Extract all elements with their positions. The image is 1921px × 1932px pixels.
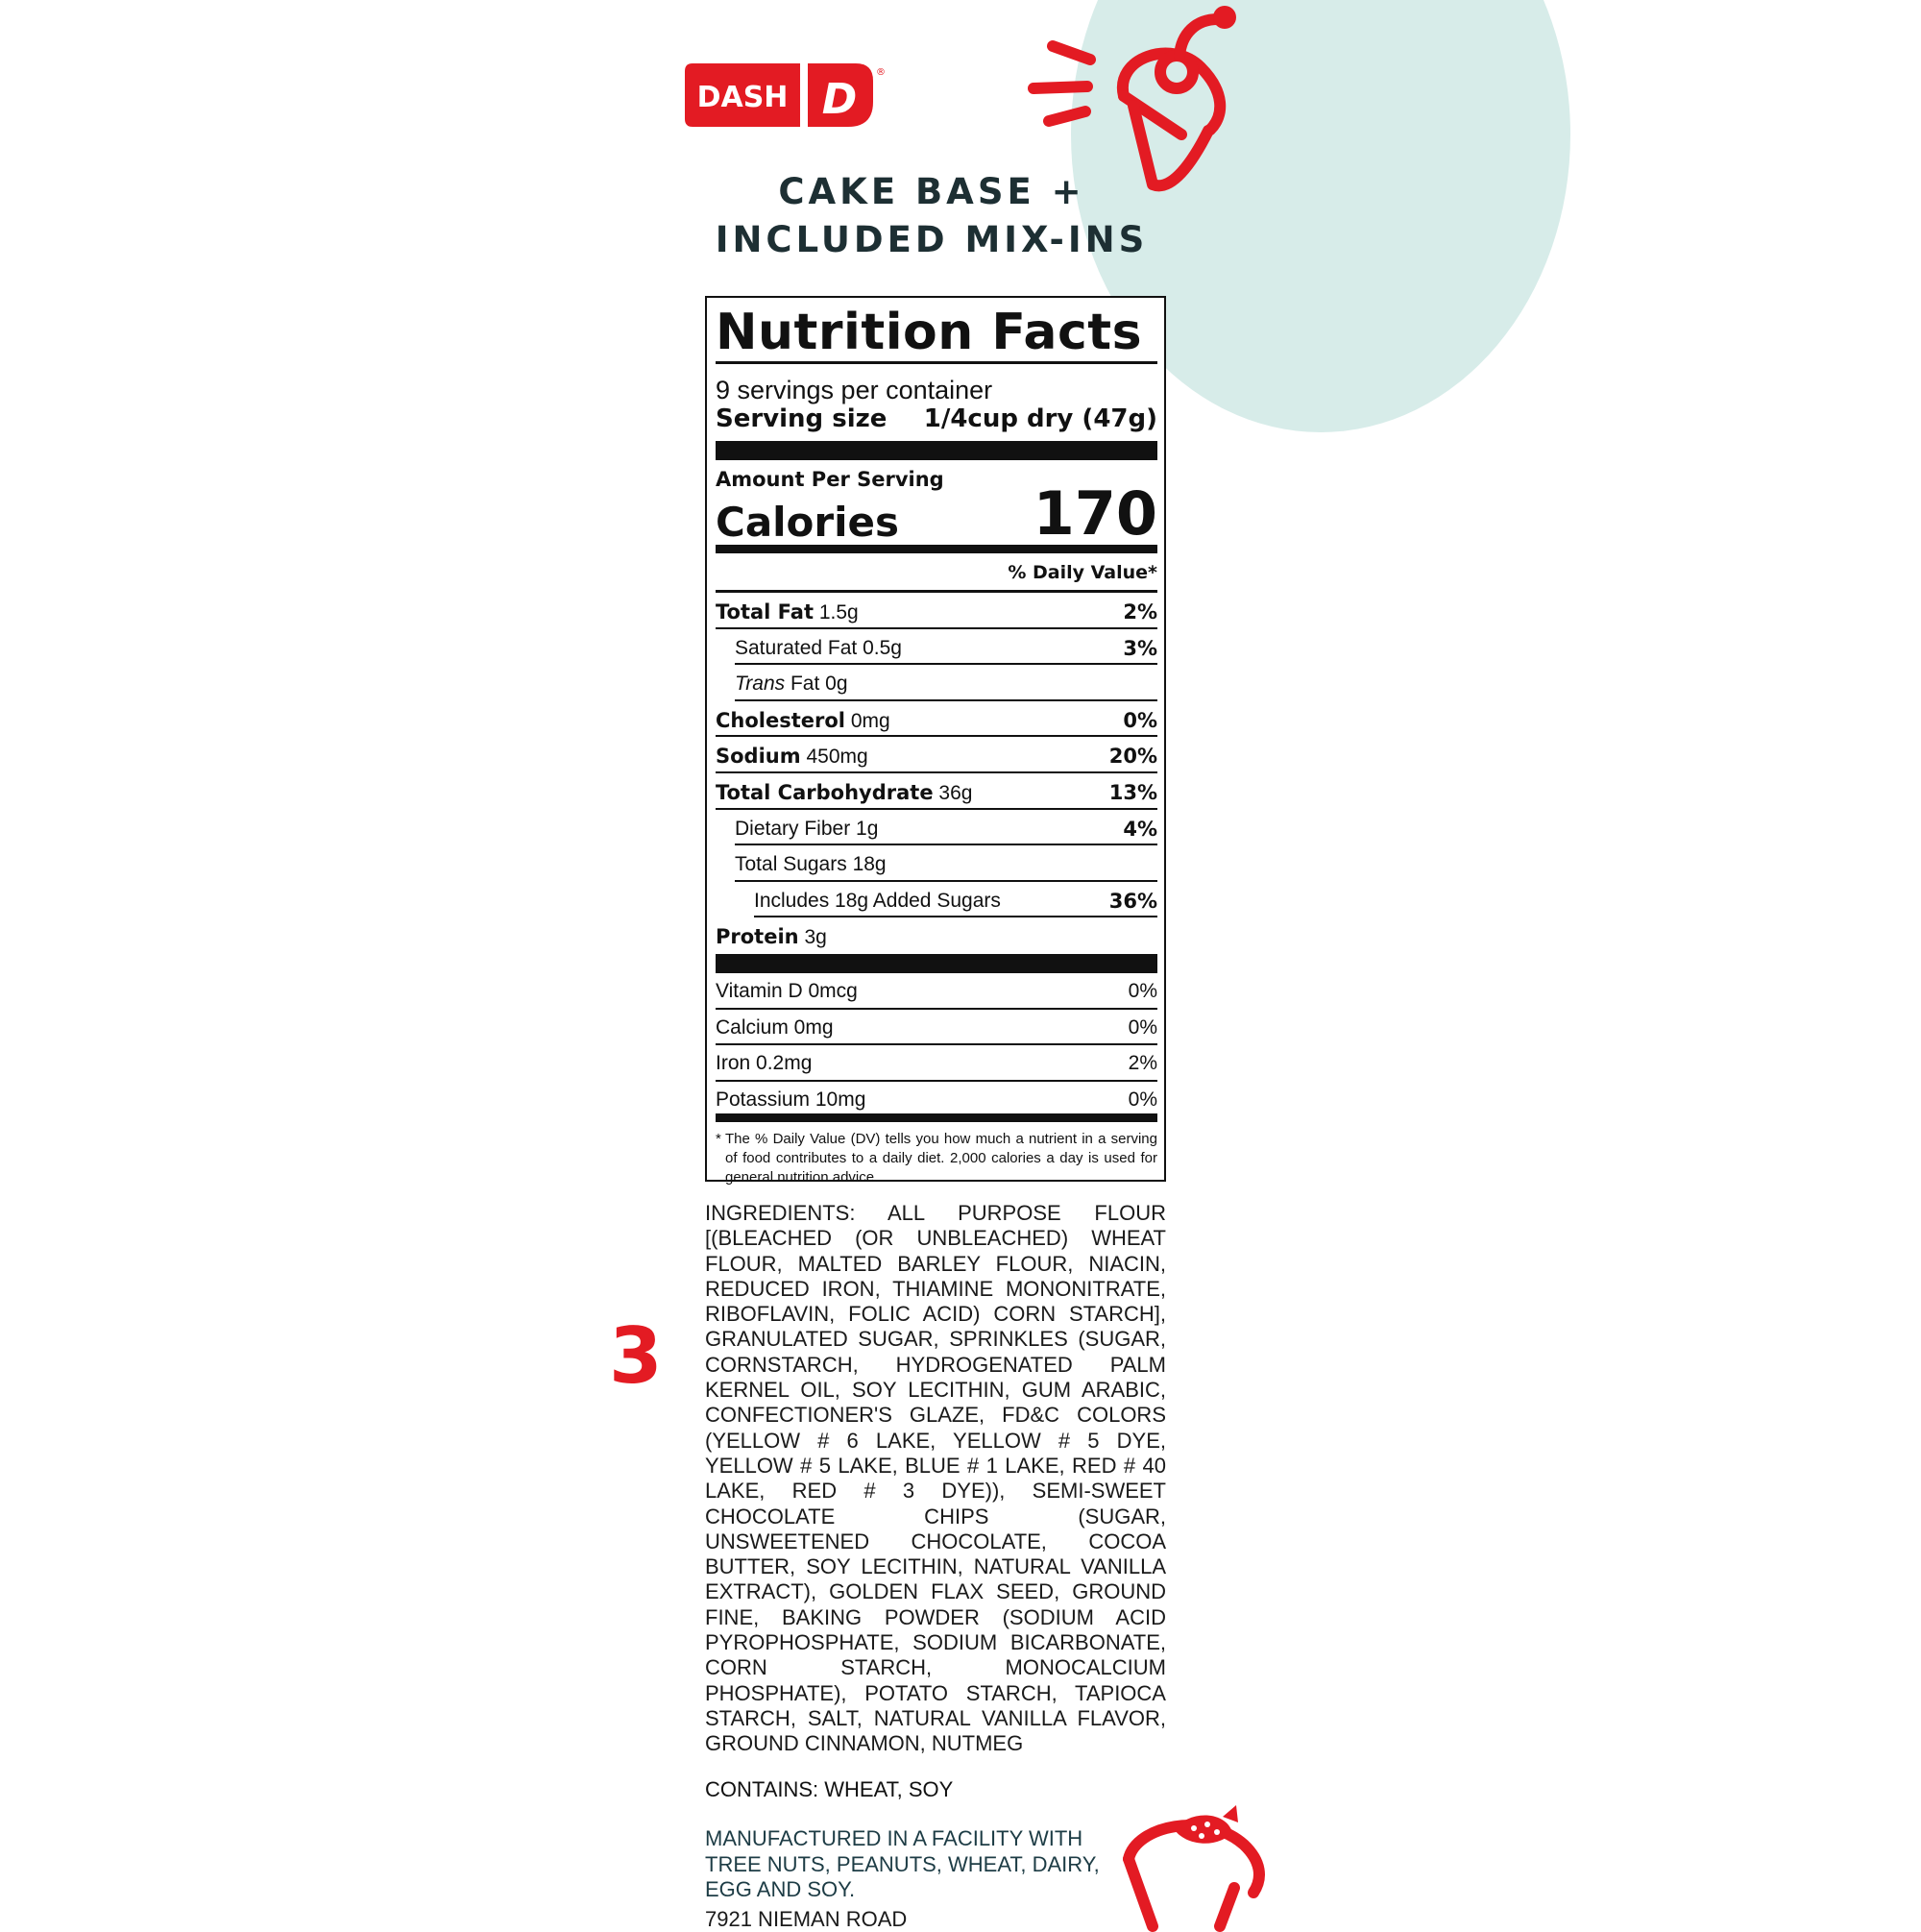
title-line-2: INCLUDED MIX-INS [715, 219, 1149, 260]
nutrition-facts-panel [705, 296, 1166, 1186]
logo-mark: D [821, 75, 858, 124]
serving-size-value: 1/4cup dry (47g) [923, 404, 1157, 433]
nutrient-row [735, 629, 1157, 666]
calories-label: Calories [716, 499, 900, 546]
nutrient-name: Sodium [716, 745, 801, 769]
ingredients-text: INGREDIENTS: ALL PURPOSE FLOUR [(BLEACHED (OR UNBLEACHED) WHEAT FLOUR, MALTED BARLEY FLOUR, NIACIN, REDUCED IRON, THIAMINE MONONITRATE, RIBOFLAVIN, FOLIC ACID) CORN STARCH], GRANULATED SUGAR, SPRINKLES (SUGAR, CORNSTARCH, HYDROGENATED PALM KERNEL OIL, SOY LECITHIN, GUM ARABIC, CONFECTIONER'S GLAZE, FD&C COLORS (YELLOW # 6 LAKE, YELLOW # 5 DYE, YELLOW # 5 LAKE, BLUE # 1 LAKE, RED # 40 LAKE, RED # 3 DYE)), SEMI-SWEET CHOCOLATE CHIPS (SUGAR, UNSWEETENED CHOCOLATE, COCOA BUTTER, SOY LECITHIN, NATURAL VANILLA EXTRACT), GOLDEN FLAX SEED, GROUND FINE, BAKING POWDER (SODIUM ACID PYROPHOSPHATE, SODIUM BICARBONATE, CORN STARCH, MONOCALCIUM PHOSPHATE), POTATO STARCH, TAPIOCA STARCH, SALT, NATURAL VANILLA FLAVOR, GROUND CINNAMON, NUTMEG [705, 1201, 1166, 1756]
nutrient-row [735, 810, 1157, 846]
nutrient-row [716, 773, 1157, 810]
logo-text: DASH [696, 81, 789, 114]
nutrient-name: Includes 18g Added Sugars [754, 889, 1001, 912]
allergen-contains: CONTAINS: WHEAT, SOY [705, 1777, 954, 1801]
vitamin-dv: 2% [1128, 1052, 1157, 1075]
nutrient-name: Dietary Fiber [735, 817, 851, 840]
nutrient-row [735, 845, 1157, 882]
nutrient-name: Fat [790, 673, 820, 696]
vitamin-dv: 0% [1128, 979, 1157, 1002]
vitamin-dv: 0% [1128, 1015, 1157, 1039]
nutrient-name: Cholesterol [716, 708, 845, 732]
nutrient-name: Total Sugars [735, 853, 847, 876]
daily-value-header: % Daily Value* [716, 553, 1157, 593]
nutrient-amount: 450mg [806, 746, 868, 769]
serving-size-row [716, 404, 1157, 433]
nutrient-row [716, 701, 1157, 738]
vitamin-row [716, 1082, 1157, 1122]
cupcake-strawberry-icon [1119, 1801, 1273, 1921]
facility-statement: MANUFACTURED IN A FACILITY WITH TREE NUTS, PEANUTS, WHEAT, DAIRY, EGG AND SOY. [705, 1826, 1100, 1901]
nutrient-name: Total Carbohydrate [716, 780, 934, 804]
nutrient-row [735, 665, 1157, 701]
nutrient-name: Total Fat [716, 600, 815, 624]
vitamin-row [716, 973, 1157, 1010]
nutrient-row [716, 917, 1157, 954]
nutrient-dv: 0% [1123, 708, 1157, 732]
dash-logo [685, 63, 887, 131]
manufacturer-address: 7921 NIEMAN ROAD [705, 1907, 908, 1931]
nutrient-name: Saturated Fat [735, 636, 858, 659]
thick-divider [716, 441, 1157, 460]
nutrient-amount: 0mg [850, 709, 890, 732]
thick-divider [716, 954, 1157, 973]
nutrient-amount: 1g [856, 817, 879, 840]
vitamin-row [716, 1010, 1157, 1046]
nutrient-dv: 2% [1123, 600, 1157, 624]
vitamin-label: Vitamin D 0mcg [716, 979, 858, 1002]
vitamin-row [716, 1045, 1157, 1082]
nutrient-name-italic: Trans [735, 673, 786, 696]
nutrient-dv: 20% [1108, 745, 1157, 769]
product-title [672, 168, 1191, 264]
calories-value: 170 [1033, 478, 1157, 549]
nutrient-dv: 3% [1123, 636, 1157, 660]
nutrient-row [754, 882, 1157, 918]
nutrient-amount: 0.5g [863, 636, 902, 659]
nutrient-row [716, 737, 1157, 773]
vitamin-label: Iron 0.2mg [716, 1052, 813, 1075]
daily-value-footnote [716, 1130, 1157, 1187]
registered-mark: ® [876, 67, 886, 78]
amount-per-serving: Amount Per Serving [716, 468, 944, 491]
footnote-star: * [716, 1130, 721, 1147]
nutrient-row [716, 593, 1157, 629]
nutrient-dv: 13% [1108, 780, 1157, 804]
side-fragment: 3 [609, 1311, 663, 1401]
nutrient-amount: 1.5g [818, 601, 859, 624]
nutrient-amount: 18g [852, 853, 887, 876]
nutrient-dv: 4% [1123, 817, 1157, 841]
vitamin-dv: 0% [1128, 1088, 1157, 1111]
nutrient-amount: 0g [825, 673, 848, 696]
nutrient-amount: 36g [938, 781, 973, 804]
nutrient-name: Protein [716, 925, 799, 949]
nutrient-dv: 36% [1108, 889, 1157, 913]
serving-size-label: Serving size [716, 404, 888, 433]
nutrient-amount: 3g [804, 926, 827, 949]
nutrition-facts-heading: Nutrition Facts [716, 306, 1157, 364]
title-line-1: CAKE BASE + [778, 171, 1085, 212]
servings-per-container: 9 servings per container [716, 376, 993, 404]
footnote-text: The % Daily Value (DV) tells you how much a nutrient in a serving of food contributes to a daily diet. 2,000 calories a day is used for general nutrition advice. [725, 1130, 1157, 1186]
vitamin-label: Potassium 10mg [716, 1088, 866, 1111]
vitamin-label: Calcium 0mg [716, 1015, 834, 1039]
